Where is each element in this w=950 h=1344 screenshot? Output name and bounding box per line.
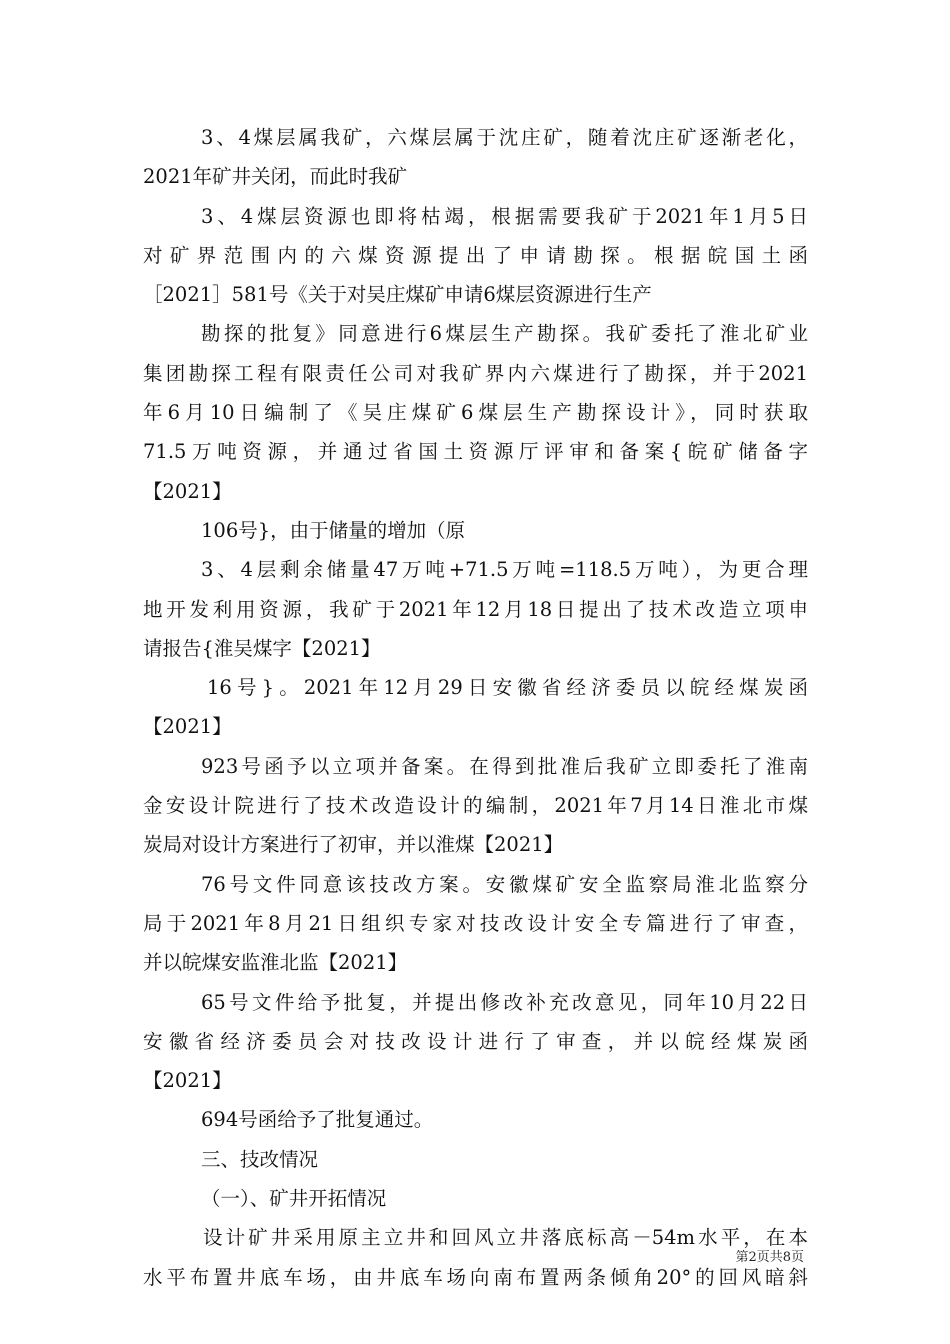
text-line: 2021年矿井关闭，而此时我矿 xyxy=(143,165,408,189)
text-line: 安徽省经济委员会对技改设计进行了审查，并以皖经煤炭函 xyxy=(143,1029,808,1053)
text-line: 请报告{淮吴煤字【2021】 xyxy=(143,636,381,660)
text-line: 【2021】 xyxy=(143,715,232,739)
text-line: 并以皖煤安监淮北监【2021】 xyxy=(143,951,408,975)
text-line: 3、4层剩余储量47万吨+71.5万吨=118.5万吨），为更合理 xyxy=(201,558,808,582)
document-body xyxy=(143,118,808,1297)
text-line: 694号函给予了批复通过。 xyxy=(201,1108,434,1132)
section-heading: 三、技改情况 xyxy=(201,1147,319,1171)
text-line: 水平布置井底车场，由井底车场向南布置两条倾角20°的回风暗斜 xyxy=(143,1265,808,1289)
text-line: 71.5万吨资源，并通过省国土资源厅评审和备案{皖矿储备字 xyxy=(143,440,808,464)
subsection-heading: （一）、矿井开拓情况 xyxy=(201,1187,387,1211)
text-line: 年6月10日编制了《吴庄煤矿6煤层生产勘探设计》，同时获取 xyxy=(143,401,808,425)
text-line: 地开发利用资源，我矿于2021年12月18日提出了技术改造立项申 xyxy=(143,597,808,621)
page-number: 第2页共8页 xyxy=(735,1250,804,1265)
text-line: 对矿界范围内的六煤资源提出了申请勘探。根据皖国土函 xyxy=(143,243,808,267)
text-line: 设计矿井采用原主立井和回风立井落底标高－54m水平，在本 xyxy=(203,1226,808,1250)
text-line: 局于2021年8月21日组织专家对技改设计安全专篇进行了审查， xyxy=(143,911,808,935)
text-line: 【2021】 xyxy=(143,479,232,503)
text-line: 金安设计院进行了技术改造设计的编制，2021年7月14日淮北市煤 xyxy=(143,794,808,818)
text-line: 炭局对设计方案进行了初审，并以淮煤【2021】 xyxy=(143,833,564,857)
text-line: 【2021】 xyxy=(143,1069,232,1093)
text-line: ［2021］581号《关于对吴庄煤矿申请6煤层资源进行生产 xyxy=(143,283,652,307)
text-line: 集团勘探工程有限责任公司对我矿界内六煤进行了勘探，并于2021 xyxy=(143,361,808,385)
text-line: 16号}。2021年12月29日安徽省经济委员以皖经煤炭函 xyxy=(207,676,808,700)
text-line: 76号文件同意该技改方案。安徽煤矿安全监察局淮北监察分 xyxy=(201,872,808,896)
text-line: 106号}，由于储量的增加（原 xyxy=(201,518,466,542)
text-line: 勘探的批复》同意进行6煤层生产勘探。我矿委托了淮北矿业 xyxy=(201,322,808,346)
text-line: 923号函予以立项并备案。在得到批准后我矿立即委托了淮南 xyxy=(201,754,808,778)
text-line: 65号文件给予批复，并提出修改补充改意见，同年10月22日 xyxy=(201,990,808,1014)
text-line: 3、4煤层属我矿，六煤层属于沈庄矿，随着沈庄矿逐渐老化， xyxy=(201,126,808,149)
text-line: 3、4煤层资源也即将枯竭，根据需要我矿于2021年1月5日 xyxy=(201,204,808,228)
